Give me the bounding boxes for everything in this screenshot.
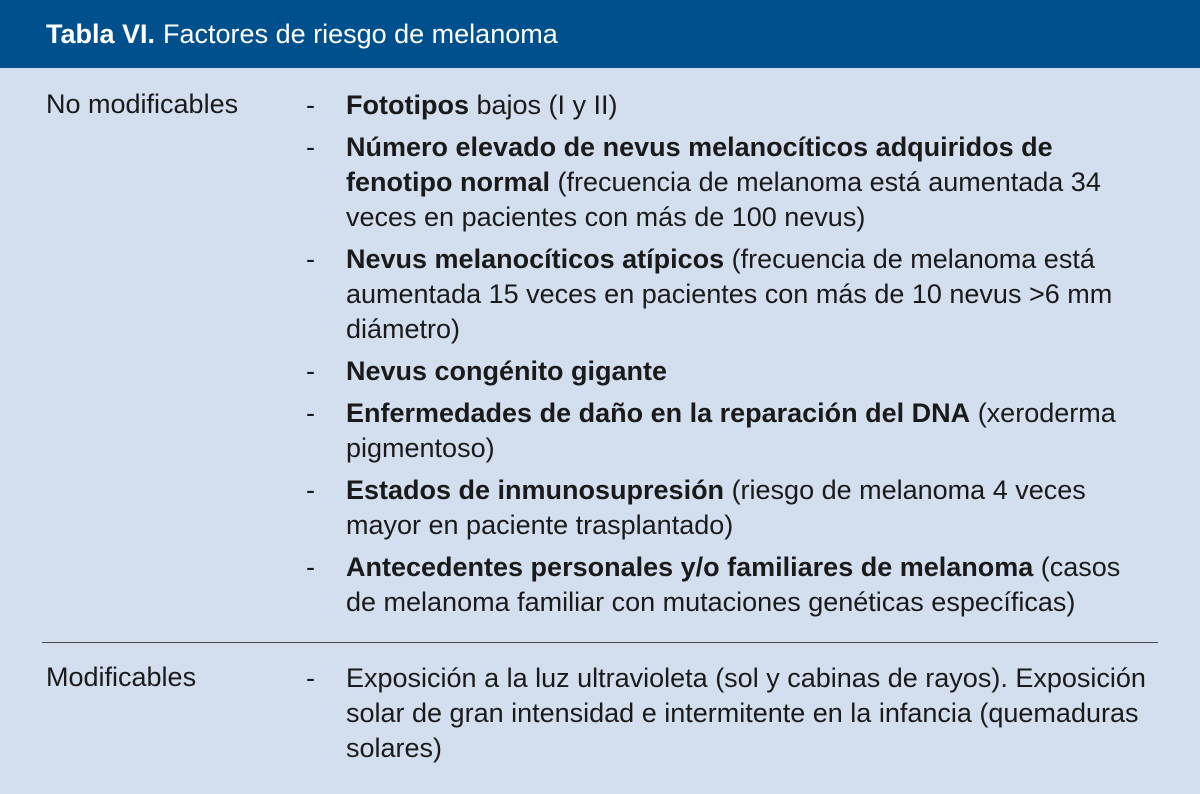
list-dash: - [306,90,315,120]
table-row-no-modificables [0,68,1200,643]
list-dash: - [306,356,315,386]
item-bold-text: Fototipos [346,90,469,120]
list-dash: - [306,475,315,505]
category-label: Modificables [46,662,197,692]
item-text: (riesgo de melanoma 4 veces mayor en paciente trasplantado) [346,475,1086,540]
risk-list [306,88,1166,643]
item-bold-text: Antecedentes personales y/o familiares de melanoma [346,552,1034,582]
list-dash: - [306,132,315,162]
list-dash: - [306,398,315,428]
table-title: Factores de riesgo de melanoma [163,18,558,49]
table-number: Tabla VI. [46,18,156,49]
item-bold-text: Número elevado de nevus melanocíticos adquiridos de fenotipo normal [346,132,1053,197]
item-text: Exposición a la luz ultravioleta (sol y cabinas de rayos). Exposición solar de gran intensidad e intermitente en la infancia (quemaduras solares) [346,663,1146,763]
table-row-modificables [0,643,1200,773]
list-item [306,550,1166,620]
item-bold-text: Enfermedades de daño en la reparación del DNA [346,398,971,428]
list-dash: - [306,663,315,693]
item-text: (frecuencia de melanoma está aumentada 34 veces en pacientes con más de 100 nevus) [346,167,1101,232]
list-item [306,354,1166,389]
item-bold-text: Nevus melanocíticos atípicos [346,244,725,274]
list-item [306,473,1166,543]
item-text: bajos (I y II) [468,90,618,120]
list-item [306,88,1166,123]
list-dash: - [306,244,315,274]
risk-list [306,661,1166,773]
item-text: (casos de melanoma familiar con mutaciones genéticas específicas) [346,552,1121,617]
list-item [306,661,1166,766]
category-label: No modificables [46,89,239,119]
item-text: (frecuencia de melanoma está aumentada 15 veces en pacientes con más de 10 nevus >6 mm diámetro) [346,244,1113,344]
table-title-bar [0,0,1200,68]
list-item [306,130,1166,235]
list-item [306,242,1166,347]
item-bold-text: Nevus congénito gigante [346,356,668,386]
item-text: (xeroderma pigmentoso) [346,398,1116,463]
list-dash: - [306,552,315,582]
list-item [306,396,1166,466]
item-bold-text: Estados de inmunosupresión [346,475,725,505]
